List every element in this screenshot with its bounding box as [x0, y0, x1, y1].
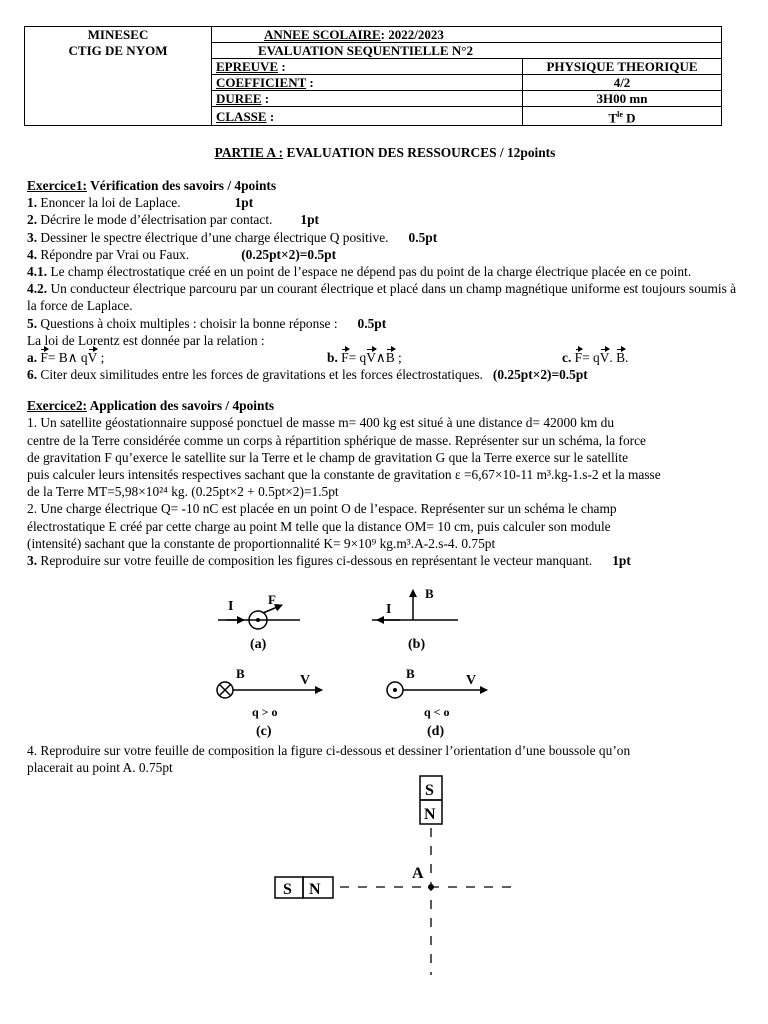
label-field-b: B: [425, 586, 434, 601]
coefficient-value: 4/2: [523, 75, 722, 91]
partie-title: PARTIE A : EVALUATION DES RESSOURCES / 12points: [214, 145, 556, 160]
label-current-a: I: [228, 599, 234, 614]
caption-d: (d): [427, 724, 445, 739]
ex2-q1-line4: puis calculer leurs intensités respectives sachant que la constante de gravitation ε =6,67×10-11 m³.kg-1.s-2 et la masse: [27, 467, 661, 483]
label-velocity-c: V: [300, 673, 311, 688]
ex1-question-4: 4. Répondre par Vrai ou Faux. (0.25pt×2)=0.5pt: [27, 246, 337, 262]
annee-scolaire: ANNEE SCOLAIRE: 2022/2023: [212, 27, 722, 43]
top-magnet-n-label: N: [424, 806, 436, 823]
point-a-label: A: [412, 865, 424, 882]
center-name: CTIG DE NYOM: [25, 43, 212, 126]
ex2-q1-line1: 1. Un satellite géostationnaire supposé ponctuel de masse m= 400 kg est situé à une distance d= 42000 km du: [27, 415, 615, 431]
ex2-q2-line3: (intensité) sachant que la constante de proportionnalité K= 9×10⁹ kg.m³.A-2.s-4. 0.75pt: [27, 535, 496, 551]
label-force-a: F: [268, 592, 276, 607]
coefficient-label: COEFFICIENT :: [212, 75, 523, 91]
ex2-q2-line2: électrostatique E créé par cette charge au point M telle que la distance OM= 10 cm, puis calculer son module: [27, 518, 611, 534]
ex2-question-3: 3. Reproduire sur votre feuille de composition les figures ci-dessous en représentant le vecteur manquant. 1pt: [27, 552, 631, 568]
classe-label: CLASSE :: [212, 107, 523, 126]
evaluation-title: EVALUATION SEQUENTIELLE N°2: [212, 43, 722, 59]
label-current-b: I: [386, 602, 392, 617]
left-magnet-n-label: N: [309, 881, 321, 898]
ex2-q2-line1: 2. Une charge électrique Q= -10 nC est placée en un point O de l’espace. Représenter sur un schéma le champ: [27, 501, 617, 517]
top-magnet-s-label: S: [425, 782, 434, 799]
ex1-question-4-1: 4.1. Le champ électrostatique créé en un point de l’espace ne dépend pas du point de la charge électrique placée en ce point.: [27, 263, 692, 279]
ex1-question-2: 2. Décrire le mode d’électrisation par contact. 1pt: [27, 212, 319, 228]
choice-c[interactable]: c. F= qV. B.: [562, 349, 629, 365]
caption-c: (c): [256, 724, 272, 739]
label-field-c: B: [236, 666, 245, 681]
ex2-q1-line2: centre de la Terre considérée comme un corps à répartition sphérique de masse. Représenter sur un schéma, la force: [27, 432, 646, 448]
figure-c: [217, 666, 322, 739]
figure-a: [218, 592, 300, 652]
left-magnet-s-label: S: [283, 881, 292, 898]
ex1-question-6: 6. Citer deux similitudes entre les forces de gravitations et les forces électrostatiques. (0.25pt×2)=0.5pt: [27, 367, 588, 383]
ex2-q4-line2: placerait au point A. 0.75pt: [27, 760, 173, 776]
ex2-q4-line1: 4. Reproduire sur votre feuille de composition la figure ci-dessous et dessiner l’orientation d’une boussole qu’on: [27, 743, 631, 758]
ex1-question-4-2: 4.2. Un conducteur électrique parcouru par un courant électrique et placé dans un champ magnétique uniforme est toujours soumis à la force de Laplace.: [27, 281, 737, 314]
ex2-q1-line5: de la Terre MT=5,98×10²⁴ kg. (0.25pt×2 + 0.5pt×2)=1.5pt: [27, 484, 339, 500]
condition-d: q < o: [424, 705, 450, 719]
epreuve-value: PHYSIQUE THEORIQUE: [523, 59, 722, 75]
school-name: MINESEC: [25, 27, 212, 43]
classe-value: $T^{le}$ D: [523, 107, 722, 126]
label-velocity-d: V: [466, 673, 477, 688]
choice-b[interactable]: b. F= qV∧B ;: [327, 349, 402, 365]
epreuve-label: EPREUVE :: [212, 59, 523, 75]
ex1-question-5: 5. Questions à choix multiples : choisir la bonne réponse : 0.5pt: [27, 315, 387, 331]
caption-a: (a): [250, 637, 267, 652]
ex1-question-1: 1. Enoncer la loi de Laplace. 1pt: [27, 195, 254, 211]
magnets-figure: [275, 776, 520, 975]
exercise2-title: Exercice2: Application des savoirs / 4points: [27, 398, 275, 414]
caption-b: (b): [408, 637, 426, 652]
lorentz-intro: La loi de Lorentz est donnée par la relation :: [27, 332, 265, 348]
figure-d: [387, 666, 487, 739]
duree-value: 3H00 mn: [523, 91, 722, 107]
ex1-question-3: 3. Dessiner le spectre électrique d’une charge électrique Q positive. 0.5pt: [27, 229, 438, 245]
condition-c: q > o: [252, 705, 278, 719]
label-field-d: B: [406, 666, 415, 681]
exercise1-title: Exercice1: Vérification des savoirs / 4points: [27, 178, 277, 193]
figure-b: [372, 586, 458, 652]
point-a-marker: [428, 884, 434, 890]
choice-a[interactable]: a. F= B∧ qV ;: [27, 349, 105, 365]
duree-label: DUREE :: [212, 91, 523, 107]
ex2-q1-line3: de gravitation F qu’exerce le satellite sur la Terre et le champ de gravitation G que la Terre exerce sur le satellite: [27, 449, 629, 465]
